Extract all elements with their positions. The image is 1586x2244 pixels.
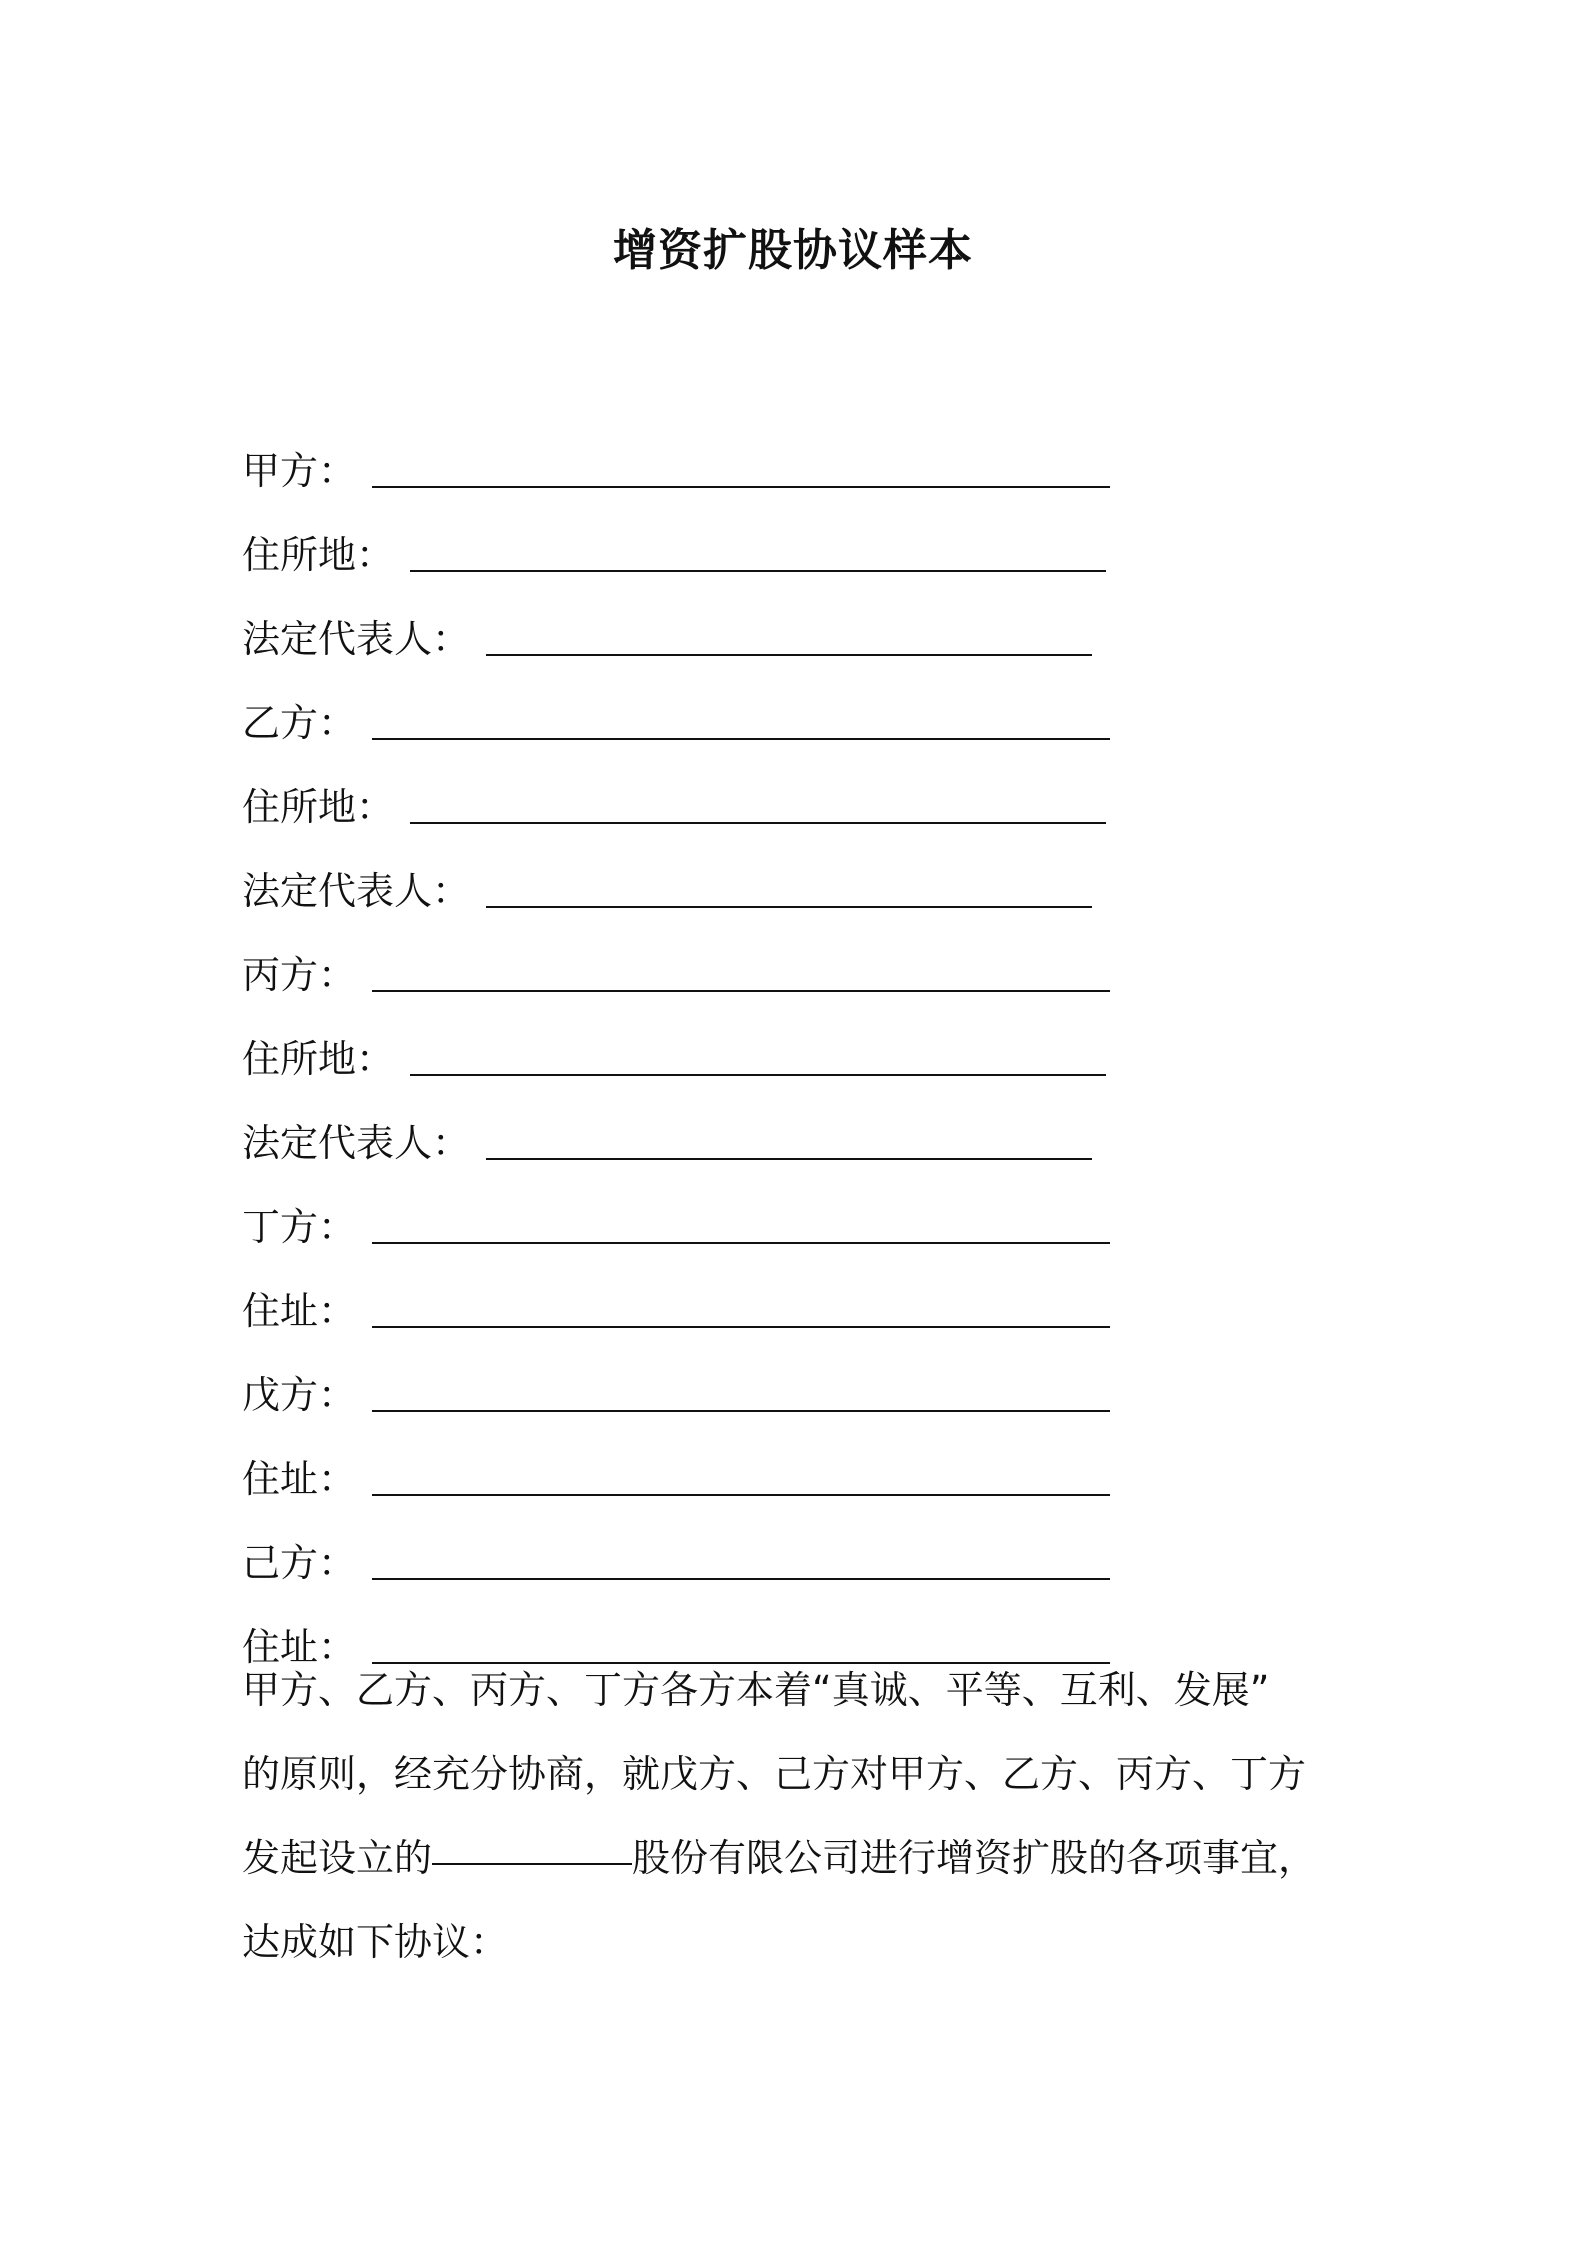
field-row-party-a bbox=[242, 410, 1402, 494]
blank-line[interactable] bbox=[372, 1326, 1110, 1328]
intro-text: 股份有限公司进行增资扩股的各项事宜， bbox=[632, 1836, 1317, 1880]
field-row-party-d-address bbox=[242, 1250, 1402, 1334]
field-row-party-c bbox=[242, 914, 1402, 998]
intro-line: 的原则，经充分协商，就戊方、己方对甲方、乙方、丙方、丁方 bbox=[242, 1752, 1307, 1796]
intro-line bbox=[242, 1816, 1362, 1900]
field-label: 戊方： bbox=[242, 1373, 357, 1417]
field-row-party-a-address bbox=[242, 494, 1402, 578]
field-row-party-e-address bbox=[242, 1418, 1402, 1502]
field-label: 法定代表人： bbox=[242, 869, 471, 913]
field-row-party-c-address bbox=[242, 998, 1402, 1082]
field-label: 住址： bbox=[242, 1625, 357, 1669]
field-row-party-d bbox=[242, 1166, 1402, 1250]
field-row-party-b-address bbox=[242, 746, 1402, 830]
blank-line[interactable] bbox=[486, 654, 1092, 656]
field-row-party-c-representative bbox=[242, 1082, 1402, 1166]
intro-line: 达成如下协议： bbox=[242, 1920, 509, 1964]
party-field-list bbox=[242, 410, 1402, 1670]
blank-line[interactable] bbox=[372, 1494, 1110, 1496]
field-label: 乙方： bbox=[242, 701, 357, 745]
blank-line[interactable] bbox=[372, 486, 1110, 488]
field-row-party-a-representative bbox=[242, 578, 1402, 662]
intro-line: 甲方、乙方、丙方、丁方各方本着“真诚、平等、互利、发展” bbox=[242, 1668, 1270, 1712]
document-title: 增资扩股协议样本 bbox=[613, 225, 973, 276]
blank-line[interactable] bbox=[486, 906, 1092, 908]
field-row-party-e bbox=[242, 1334, 1402, 1418]
field-label: 住所地： bbox=[242, 533, 395, 577]
intro-paragraph bbox=[242, 1648, 1362, 1984]
blank-line[interactable] bbox=[372, 1242, 1110, 1244]
blank-line[interactable] bbox=[372, 1578, 1110, 1580]
intro-text: 发起设立的 bbox=[242, 1836, 433, 1880]
field-label: 丁方： bbox=[242, 1205, 357, 1249]
field-label: 住所地： bbox=[242, 1037, 395, 1081]
blank-line[interactable] bbox=[372, 1410, 1110, 1412]
field-label: 法定代表人： bbox=[242, 1121, 471, 1165]
company-name-blank[interactable] bbox=[432, 1863, 632, 1865]
blank-line[interactable] bbox=[372, 738, 1110, 740]
field-label: 己方： bbox=[242, 1541, 357, 1585]
field-row-party-f bbox=[242, 1502, 1402, 1586]
field-label: 住址： bbox=[242, 1457, 357, 1501]
field-label: 丙方： bbox=[242, 953, 357, 997]
field-row-party-b bbox=[242, 662, 1402, 746]
field-row-party-b-representative bbox=[242, 830, 1402, 914]
field-label: 住址： bbox=[242, 1289, 357, 1333]
field-label: 住所地： bbox=[242, 785, 395, 829]
blank-line[interactable] bbox=[372, 990, 1110, 992]
field-label: 法定代表人： bbox=[242, 617, 471, 661]
blank-line[interactable] bbox=[486, 1158, 1092, 1160]
blank-line[interactable] bbox=[410, 570, 1106, 572]
blank-line[interactable] bbox=[410, 1074, 1106, 1076]
blank-line[interactable] bbox=[410, 822, 1106, 824]
field-label: 甲方： bbox=[242, 449, 357, 493]
